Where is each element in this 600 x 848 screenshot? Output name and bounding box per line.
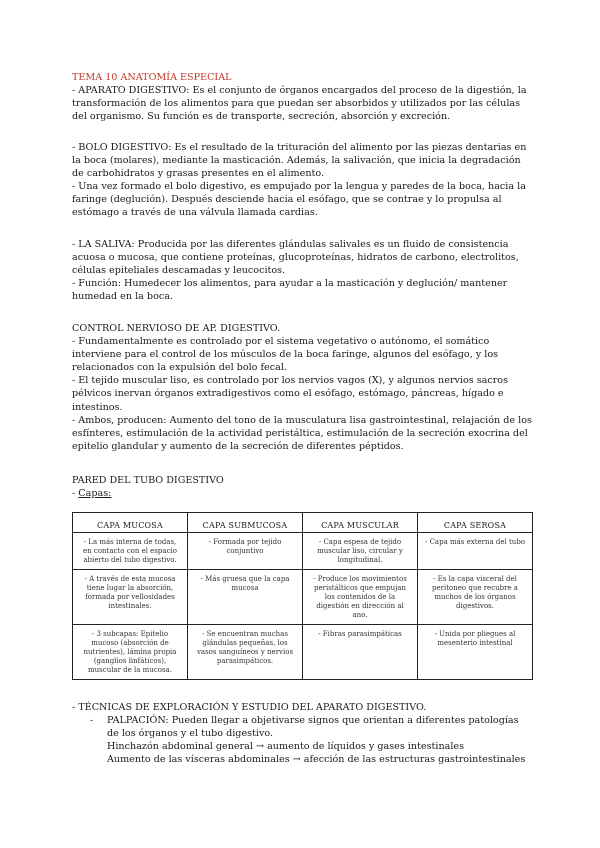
table-row (73, 625, 533, 680)
table-cell: - Capa más externa del tubo (418, 533, 533, 570)
table-cell: - Fibras parasimpáticas (303, 625, 418, 680)
tecnicas-section (72, 701, 532, 766)
control-paragraph-1: - Fundamentalmente es controlado por el sistema vegetativo o autónomo, el somático interviene para el control de los músculos de la boca faringe, algunos del esófago, y los relacionados con la expulsión del bolo fecal. (72, 336, 499, 374)
table-cell: - Se encuentran muchas glándulas pequeñas, los vasos sanguíneos y nervios parasimpáticos. (188, 625, 303, 680)
table-cell: - Unida por pliegues al mesenterio intestinal (418, 625, 533, 680)
table-cell: - Formada por tejido conjuntivo (188, 533, 303, 570)
table-cell: - Es la capa visceral del peritoneo que recubre a muchos de los órganos digestivos. (418, 570, 533, 625)
saliva-section (72, 238, 532, 303)
table-cell: - A través de esta mucosa tiene lugar la absorción, formada por vellosidades intestinales. (73, 570, 188, 625)
capas-prefix: - (72, 488, 79, 500)
table-cell: - Produce los movimientos peristálticos que empujan los contenidos de la digestión en dirección al ano. (303, 570, 418, 625)
table-cell: - Más gruesa que la capa mucosa (188, 570, 303, 625)
control-paragraph-2: - El tejido muscular liso, es controlado por los nervios vagos (X), y algunos nervios sacros pélvicos inervan órganos extradigestivos como el esófago, estómago, páncreas, hígado e intestinos. (72, 375, 508, 413)
bolo-digestivo-paragraph: - BOLO DIGESTIVO: Es el resultado de la trituración del alimento por las piezas dentarias en la boca (molares), mediante la masticación. Además, la salivación, que inicia la degradación de carbohidratos y grasas presentes en el alimento. (72, 142, 527, 180)
control-section (72, 322, 532, 453)
bolo-section (72, 141, 532, 220)
intro-section (72, 71, 532, 123)
capas-table (72, 512, 533, 680)
header-capa-mucosa: CAPA MUCOSA (73, 513, 188, 533)
palpacion-item (72, 714, 532, 740)
header-capa-serosa: CAPA SEROSA (418, 513, 533, 533)
pared-section (72, 474, 532, 500)
list-dash: - (90, 715, 94, 727)
aumento-visceras-line: Aumento de las vísceras abdominales → afección de las estructuras gastrointestinales (107, 754, 526, 766)
header-capa-muscular: CAPA MUSCULAR (303, 513, 418, 533)
hinchazon-line: Hinchazón abdominal general → aumento de líquidos y gases intestinales (107, 741, 465, 753)
capas-text: Capas: (78, 488, 112, 500)
tecnicas-heading: - TÉCNICAS DE EXPLORACIÓN Y ESTUDIO DEL APARATO DIGESTIVO. (72, 702, 427, 713)
control-paragraph-3: - Ambos, producen: Aumento del tono de la musculatura lisa gastrointestinal, relajación de los esfínteres, estimulación de la actividad peristáltica, estimulación de la secreción exocrina del epitelio glandular y aumento de la secreción de diferentes péptidos. (72, 414, 532, 452)
table-row (73, 533, 533, 570)
aparato-digestivo-paragraph: - APARATO DIGESTIVO: Es el conjunto de órganos encargados del proceso de la digestión, la transformación de los alimentos para que puedan ser absorbidos y utilizados por las células del organismo. Su función es de transporte, secreción, absorción y excreción. (72, 85, 527, 123)
table-header-row (73, 513, 533, 533)
saliva-funcion-paragraph: - Función: Humedecer los alimentos, para ayudar a la masticación y deglución/ mantener humedad en la boca. (72, 278, 508, 303)
pared-heading: PARED DEL TUBO DIGESTIVO (72, 475, 224, 486)
table-cell: - Capa espesa de tejido muscular liso, circular y longitudinal. (303, 533, 418, 570)
palpacion-text: PALPACIÓN: Pueden llegar a objetivarse signos que orientan a diferentes patologías de los órganos y el tubo digestivo. (107, 715, 519, 740)
deglucion-paragraph: - Una vez formado el bolo digestivo, es empujado por la lengua y paredes de la boca, hacia la faringe (deglución). Después desciende hacia el esófago, que se contrae y lo propulsa al estómago a través de una válvula llamada cardias. (72, 181, 526, 219)
saliva-paragraph: - LA SALIVA: Producida por las diferentes glándulas salivales es un fluido de consistencia acuosa o mucosa, que contiene proteínas, glucoproteínas, hidratos de carbono, electrolitos, células epiteliales descamadas y leucocitos. (72, 239, 519, 277)
table-cell: - 3 subcapas: Epitelio mucoso (absorción de nutrientes), lámina propia (ganglios linfáticos), muscular de la mucosa. (73, 625, 188, 680)
control-heading: CONTROL NERVIOSO DE AP. DIGESTIVO. (72, 323, 281, 334)
table-cell: - La más interna de todas, en contacto con el espacio abierto del tubo digestivo. (73, 533, 188, 570)
table-row (73, 570, 533, 625)
header-capa-submucosa: CAPA SUBMUCOSA (188, 513, 303, 533)
document-title: TEMA 10 ANATOMÍA ESPECIAL (72, 72, 232, 83)
capas-label (72, 487, 532, 500)
